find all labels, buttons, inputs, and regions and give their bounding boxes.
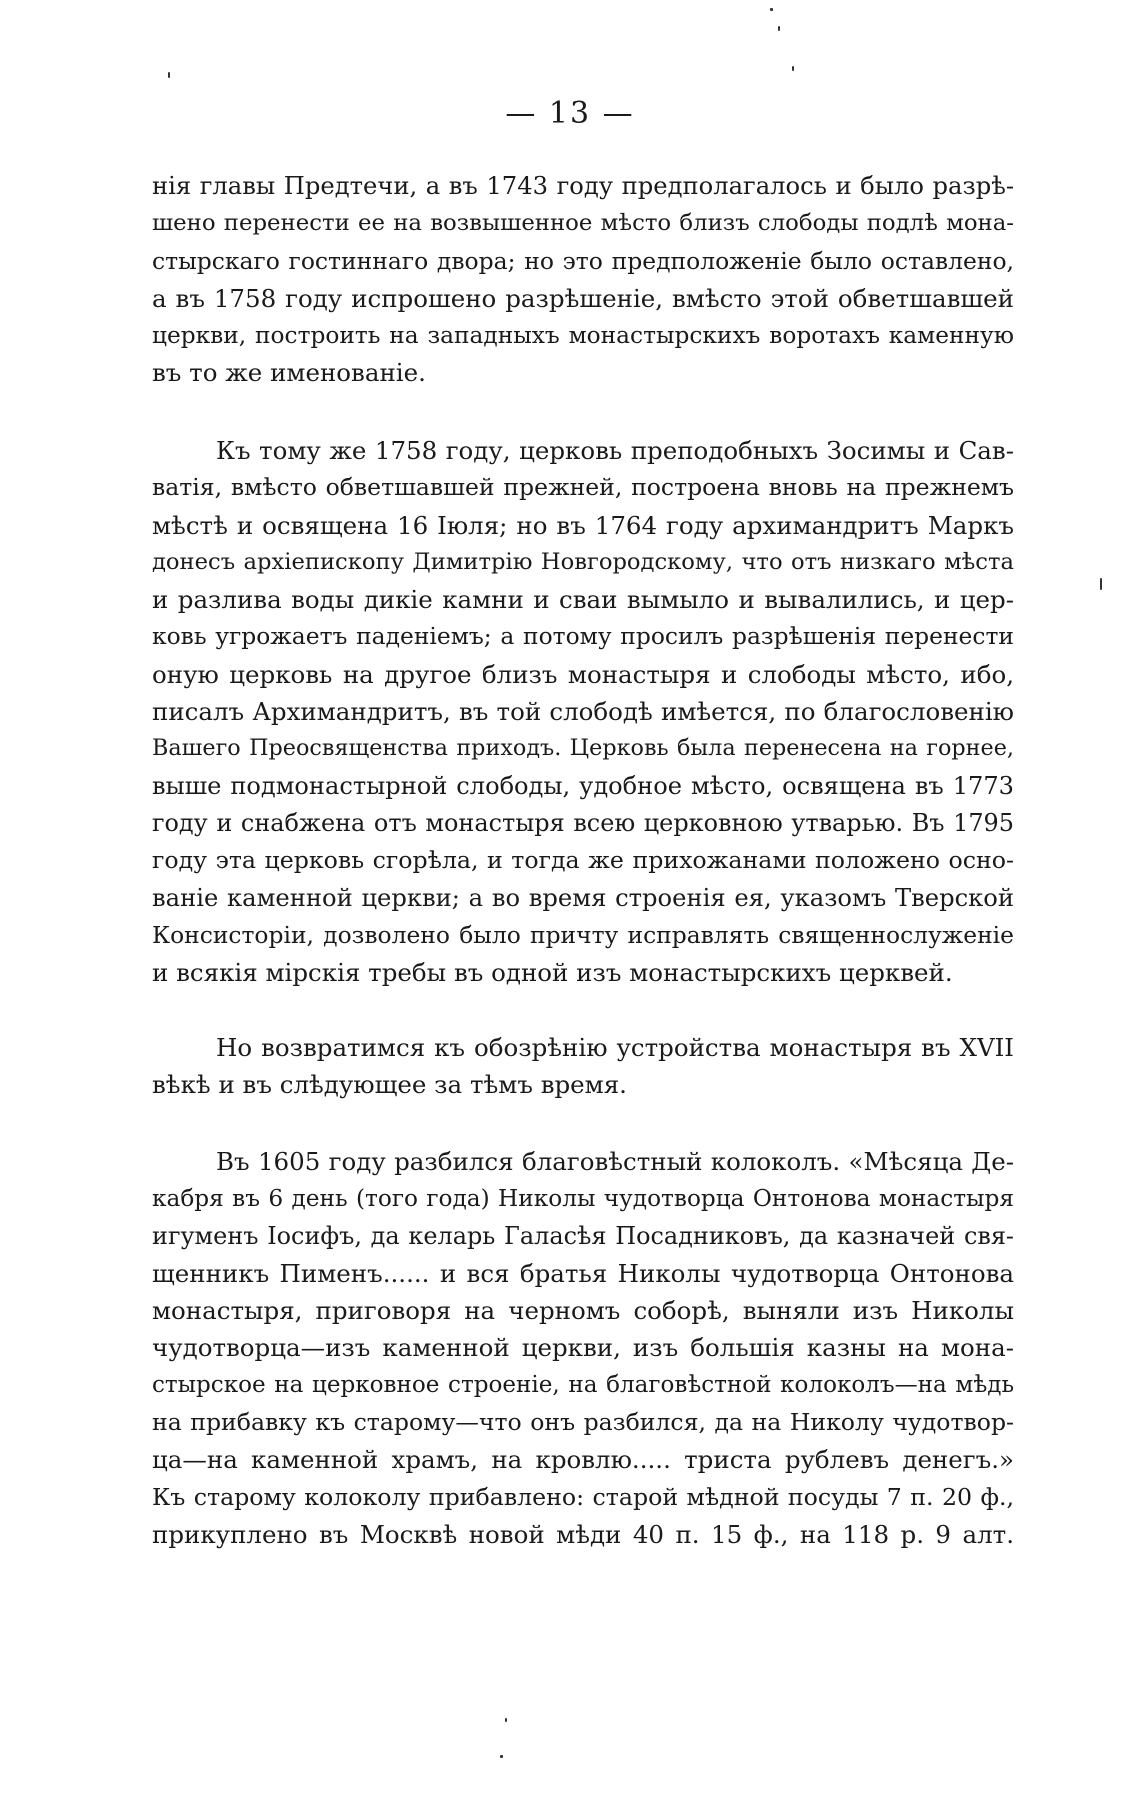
text-line: Вашего Преосвященства приходъ. Церковь была перенесена на горнее,	[152, 735, 1014, 762]
text-line: году и снабжена отъ монастыря всею церковною утварью. Въ 1795	[152, 808, 1014, 837]
text-line: писалъ Архимандритъ, въ той слободѣ имѣется, по благословенію	[152, 697, 1014, 727]
text-line: а въ 1758 году испрошено разрѣшеніе, вмѣсто этой обветшавшей	[152, 283, 1014, 313]
text-line: стырскаго гостиннаго двора; но это предположеніе было оставлено,	[152, 246, 1014, 275]
text-line: донесъ архіепископу Димитрію Новгородскому, что отъ низкаго мѣста	[152, 548, 1014, 575]
text-line: въ то же именованіе.	[152, 358, 426, 388]
text-line: и всякія мірскія требы въ одной изъ монастырскихъ церквей.	[152, 958, 953, 988]
text-line: на прибавку къ старому—что онъ разбился, да на Николу чудотвор-	[152, 1408, 1014, 1437]
text-line: церкви, построить на западныхъ монастырскихъ воротахъ каменную	[152, 322, 1014, 350]
paragraph	[152, 168, 1014, 392]
text-line: ваніе каменной церкви; а во время строенія ея, указомъ Тверской	[152, 883, 1014, 912]
text-line: монастыря, приговоря на черномъ соборѣ, выняли изъ Николы	[152, 1296, 1014, 1326]
text-line: щенникъ Пименъ...... и вся братья Николы чудотворца Онтонова	[152, 1258, 1014, 1288]
text-line: мѣстѣ и освящена 16 Іюля; но въ 1764 году архимандритъ Маркъ	[152, 510, 1014, 540]
scan-speck	[168, 72, 170, 78]
paragraph	[152, 1143, 1014, 1553]
text-line: Но возвратимся къ обозрѣнію устройства монастыря въ XVII	[216, 1033, 1014, 1062]
scan-speck	[500, 1755, 503, 1758]
text-line: Въ 1605 году разбился благовѣстный колоколъ. «Мѣсяца Де-	[216, 1147, 1014, 1176]
text-line: Къ старому колоколу прибавлено: старой мѣдной посуды 7 п. 20 ф.,	[152, 1482, 1014, 1511]
text-line: чудотворца—изъ каменной церкви, изъ большія казны на мона-	[152, 1333, 1014, 1363]
text-line: ковь угрожаетъ паденіемъ; а потому просилъ разрѣшенія перенести	[152, 622, 1014, 651]
paragraph	[152, 1029, 1014, 1104]
text-line: вѣкѣ и въ слѣдующее за тѣмъ время.	[152, 1070, 627, 1100]
scan-speck	[778, 26, 780, 31]
text-line: Консисторіи, дозволено было причту исправлять священнослуженіе	[152, 920, 1014, 949]
text-line: нія главы Предтечи, а въ 1743 году предполагалось и было разрѣ-	[152, 172, 1014, 200]
text-line: оную церковь на другое близъ монастыря и слободы мѣсто, ибо,	[152, 659, 1014, 689]
page-number: — 13 —	[505, 96, 635, 131]
scan-speck	[770, 8, 773, 11]
text-line: выше подмонастырной слободы, удобное мѣсто, освящена въ 1773	[152, 771, 1014, 800]
text-line: ватія, вмѣсто обветшавшей прежней, построена вновь на прежнемъ	[152, 473, 1014, 502]
text-line: кабря въ 6 день (того года) Николы чудотворца Онтонова монастыря	[152, 1185, 1014, 1213]
text-line: Къ тому же 1758 году, церковь преподобныхъ Зосимы и Сав-	[216, 436, 1014, 465]
text-line: году эта церковь сгорѣла, и тогда же прихожанами положено осно-	[152, 846, 1014, 875]
text-line: шено перенести ее на возвышенное мѣсто близъ слободы подлѣ мона-	[152, 210, 1014, 237]
text-line: прикуплено въ Москвѣ новой мѣди 40 п. 15 ф., на 118 р. 9 алт.	[152, 1519, 1014, 1549]
scan-speck	[792, 66, 794, 71]
scan-speck	[1100, 578, 1102, 590]
text-line: стырское на церковное строеніе, на благовѣстной колоколъ—на мѣдь	[152, 1371, 1014, 1398]
paragraph	[152, 432, 1014, 991]
text-line: игуменъ Іосифъ, да келарь Галасѣя Посадниковъ, да казначей свя-	[152, 1221, 1014, 1250]
text-line: ца—на каменной храмъ, на кровлю..... триста рублевъ денегъ.»	[152, 1445, 1014, 1475]
scan-speck	[505, 1718, 507, 1722]
text-line: и разлива воды дикіе камни и сваи вымыло и вывалились, и цер-	[152, 585, 1014, 615]
